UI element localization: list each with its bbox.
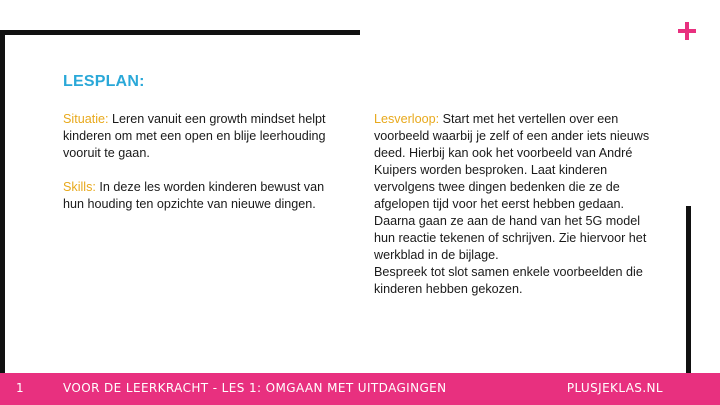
page-title: LESPLAN: — [63, 73, 145, 90]
lesverloop-closing: Bespreek tot slot samen enkele voorbeelden die kinderen hebben gekozen. — [374, 265, 643, 296]
situatie-paragraph — [63, 111, 333, 162]
lesverloop-paragraph — [374, 111, 664, 264]
skills-label: Skills: — [63, 180, 96, 194]
site-link[interactable]: PLUSJEKLAS.NL — [566, 381, 663, 395]
situatie-label: Situatie: — [63, 112, 109, 126]
lesverloop-text: Start met het vertellen over een voorbeeld waarbij je zelf of een ander iets nieuws deed. Hierbij kan ook het voorbeeld van André Kuipers worden besproken. Laat kinderen vervolgens twee dingen bedenken die ze de afgelopen tijd voor het eerst hebben gedaan. Daarna gaan ze aan de hand van het 5G model hun reactie tekenen of schrijven. Zie hiervoor het werkblad in de bijlage. — [374, 112, 650, 262]
skills-text: In deze les worden kinderen bewust van hun houding ten opzichte van nieuwe dingen. — [63, 180, 325, 211]
frame-left-line — [0, 30, 5, 373]
situatie-text: Leren vanuit een growth mindset helpt kinderen om met een open en blije leerhouding vooruit te gaan. — [63, 112, 326, 160]
page-number: 1 — [16, 381, 24, 395]
course-title: VOOR DE LEERKRACHT - LES 1: OMGAAN MET UITDAGINGEN — [63, 381, 447, 395]
right-column — [374, 111, 664, 315]
skills-paragraph — [63, 179, 333, 213]
lesverloop-label: Lesverloop: — [374, 112, 440, 126]
footer-bar — [0, 373, 720, 405]
frame-top-line — [0, 30, 360, 35]
plus-icon — [676, 20, 698, 42]
left-column — [63, 111, 333, 230]
frame-right-line — [686, 206, 691, 376]
